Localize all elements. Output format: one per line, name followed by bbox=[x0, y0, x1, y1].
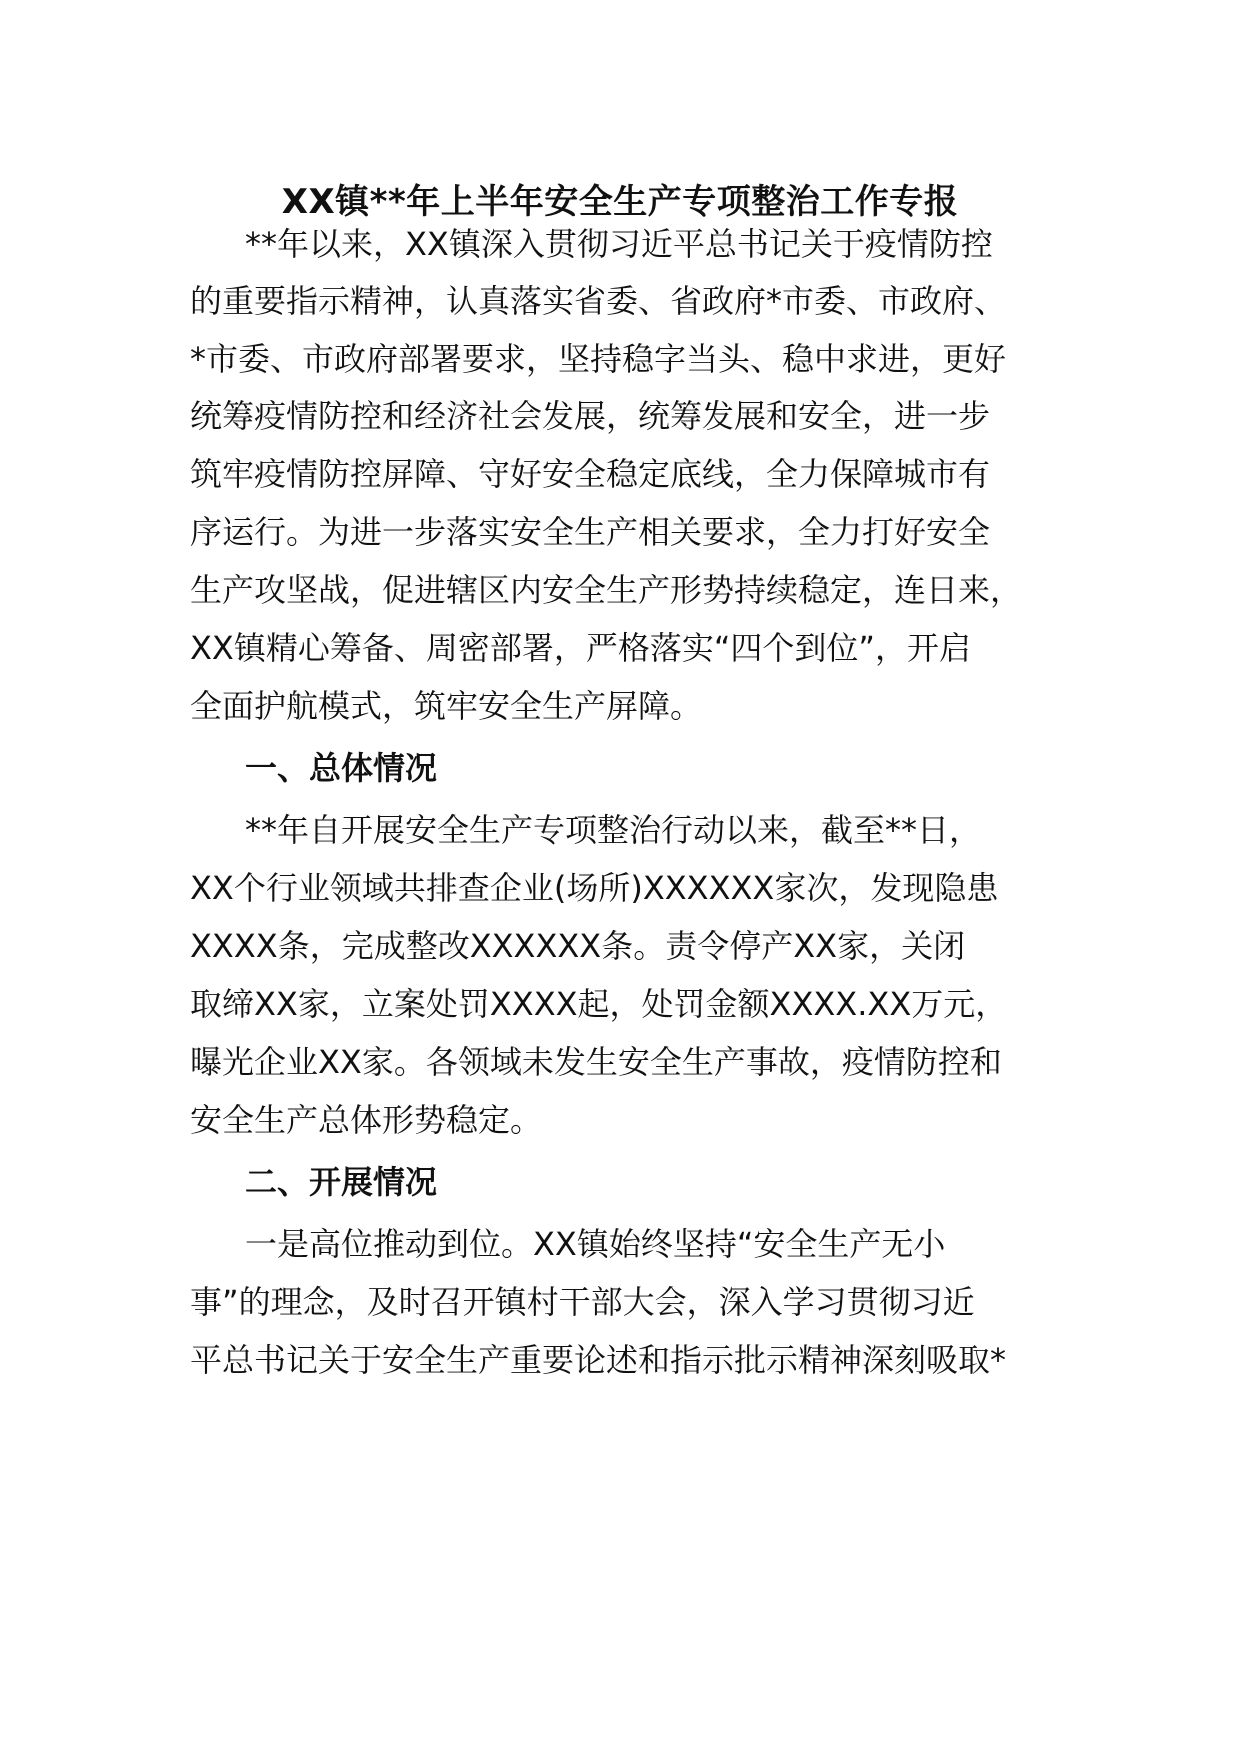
intro-line: **年以来，XX镇深入贯彻习近平总书记关于疫情防控 bbox=[245, 225, 993, 263]
section-heading-overview: 一、总体情况 bbox=[245, 749, 438, 787]
intro-line: XX镇精心筹备、周密部署，严格落实“四个到位”，开启 bbox=[190, 629, 972, 667]
intro-line: 的重要指示精神，认真落实省委、省政府*市委、市政府、 bbox=[190, 282, 1007, 320]
section1-line: XX个行业领域共排查企业(场所)XXXXXX家次，发现隐患 bbox=[190, 869, 999, 907]
intro-line: 序运行。为进一步落实安全生产相关要求，全力打好安全 bbox=[190, 513, 991, 551]
section1-line: 安全生产总体形势稳定。 bbox=[190, 1101, 543, 1139]
section1-line: 曝光企业XX家。各领域未发生安全生产事故，疫情防控和 bbox=[190, 1043, 1002, 1081]
section1-line: XXXX条，完成整改XXXXXX条。责令停产XX家，关闭 bbox=[190, 927, 966, 965]
intro-line: 生产攻坚战，促进辖区内安全生产形势持续稳定，连日来， bbox=[190, 571, 1023, 609]
section1-line: **年自开展安全生产专项整治行动以来，截至**日， bbox=[245, 811, 982, 849]
section2-line: 一是高位推动到位。XX镇始终坚持“安全生产无小 bbox=[245, 1225, 946, 1263]
intro-line: 统筹疫情防控和经济社会发展，统筹发展和安全，进一步 bbox=[190, 397, 991, 435]
section1-line: 取缔XX家，立案处罚XXXX起，处罚金额XXXX.XX万元， bbox=[190, 985, 1008, 1023]
section2-line: 平总书记关于安全生产重要论述和指示批示精神深刻吸取* bbox=[190, 1341, 1007, 1379]
intro-line: 全面护航模式，筑牢安全生产屏障。 bbox=[190, 687, 703, 725]
document-title: XX镇**年上半年安全生产专项整治工作专报 bbox=[281, 182, 959, 222]
intro-line: *市委、市政府部署要求，坚持稳字当头、稳中求进，更好 bbox=[190, 340, 1007, 378]
intro-line: 筑牢疫情防控屏障、守好安全稳定底线，全力保障城市有 bbox=[190, 455, 991, 493]
section2-line: 事”的理念，及时召开镇村干部大会，深入学习贯彻习近 bbox=[190, 1283, 975, 1321]
section-heading-progress: 二、开展情况 bbox=[245, 1163, 438, 1201]
